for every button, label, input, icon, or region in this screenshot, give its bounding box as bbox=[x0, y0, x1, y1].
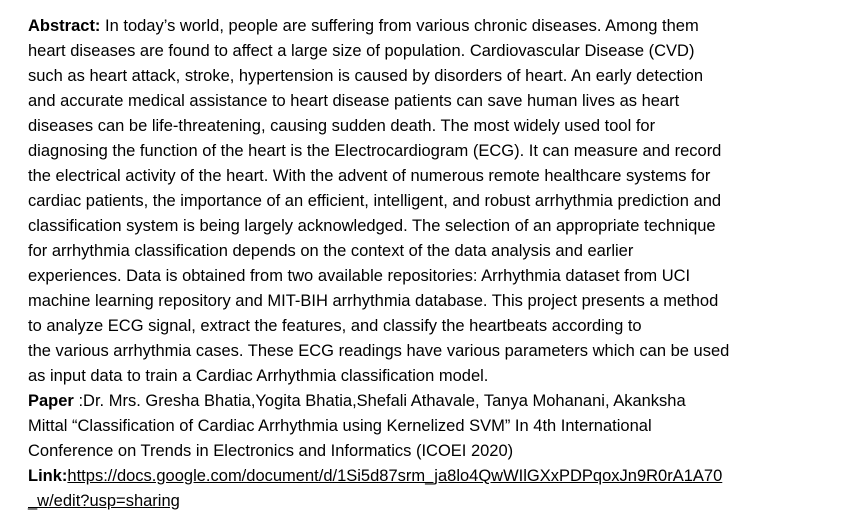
abstract-line-10: for arrhythmia classification depends on the context of the data analysis and earlier bbox=[28, 242, 634, 260]
abstract-line-3: such as heart attack, stroke, hypertension is caused by disorders of heart. An early detection bbox=[28, 67, 704, 85]
abstract-line-11: experiences. Data is obtained from two available repositories: Arrhythmia dataset from UCI bbox=[28, 267, 691, 285]
document-link[interactable]: https://docs.google.com/document/d/1Si5d87srm_ja8lo4QwWIlGXxPDPqoxJn9R0rA1A70 bbox=[67, 467, 723, 485]
link-line-2 bbox=[28, 489, 180, 514]
abstract-line-7: the electrical activity of the heart. With the advent of numerous remote healthcare systems for bbox=[28, 167, 711, 185]
abstract-line-8: cardiac patients, the importance of an efficient, intelligent, and robust arrhythmia prediction and bbox=[28, 192, 722, 210]
abstract-line-2: heart diseases are found to affect a large size of population. Cardiovascular Disease (CVD) bbox=[28, 42, 695, 60]
abstract-line-4: and accurate medical assistance to heart disease patients can save human lives as heart bbox=[28, 92, 680, 110]
abstract-label: Abstract: bbox=[28, 17, 101, 35]
link-line-1 bbox=[28, 464, 722, 489]
document-link-continuation[interactable]: _w/edit?usp=sharing bbox=[28, 492, 180, 510]
abstract-line-12: machine learning repository and MIT-BIH arrhythmia database. This project presents a method bbox=[28, 292, 719, 310]
abstract-line-14: the various arrhythmia cases. These ECG readings have various parameters which can be used bbox=[28, 342, 730, 360]
paper-line-1 bbox=[28, 389, 686, 414]
abstract-line-1 bbox=[28, 14, 699, 39]
abstract-line-5: diseases can be life-threatening, causing sudden death. The most widely used tool for bbox=[28, 117, 656, 135]
abstract-line-15: as input data to train a Cardiac Arrhythmia classification model. bbox=[28, 367, 489, 385]
abstract-line-9: classification system is being largely acknowledged. The selection of an appropriate technique bbox=[28, 217, 716, 235]
abstract-line-6: diagnosing the function of the heart is the Electrocardiogram (ECG). It can measure and record bbox=[28, 142, 722, 160]
abstract-text: In today’s world, people are suffering from various chronic diseases. Among them bbox=[100, 17, 699, 35]
paper-line-2: Mittal “Classification of Cardiac Arrhythmia using Kernelized SVM” In 4th International bbox=[28, 417, 652, 435]
link-label: Link: bbox=[28, 467, 68, 485]
paper-line-3: Conference on Trends in Electronics and Informatics (ICOEI 2020) bbox=[28, 442, 514, 460]
paper-label: Paper bbox=[28, 392, 79, 410]
paper-citation-text: :Dr. Mrs. Gresha Bhatia,Yogita Bhatia,Shefali Athavale, Tanya Mohanani, Akanksha bbox=[78, 392, 686, 410]
abstract-line-13: to analyze ECG signal, extract the features, and classify the heartbeats according to bbox=[28, 317, 642, 335]
